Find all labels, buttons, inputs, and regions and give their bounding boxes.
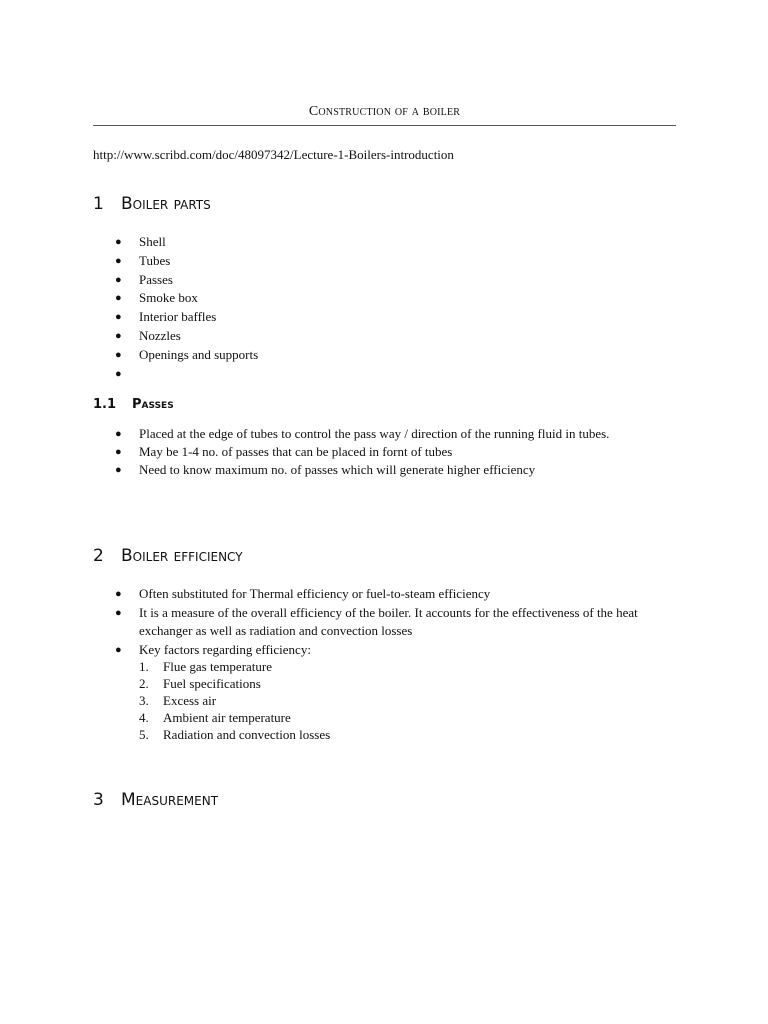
list-item: 5. Radiation and convection losses [139,727,331,742]
item-number: 4. [139,710,149,725]
efficiency-factors-list [139,658,663,743]
section-heading-measurement [93,790,218,810]
list-item: ● Often substituted for Thermal efficiency or fuel-to-steam efficiency [139,585,679,604]
list-item: ● Nozzles [139,327,679,346]
bullet-icon: ● [115,446,122,458]
bullet-icon: ● [115,311,122,324]
bullet-icon: ● [115,273,122,286]
bullet-icon: ● [115,367,122,380]
boiler-efficiency-list [115,585,679,659]
bullet-icon: ● [115,606,122,619]
list-item: 1. Flue gas temperature [139,659,273,674]
item-number: 5. [139,727,149,742]
list-item: 2. Fuel specifications [139,676,261,691]
list-item: ● Passes [139,271,679,290]
bullet-icon: ● [115,329,122,342]
list-item: ● Interior baffles [139,308,679,327]
list-item: ● Key factors regarding efficiency: [139,641,679,660]
list-item: ● Smoke box [139,289,679,308]
list-item: 3. Excess air [139,693,217,708]
document-title: Construction of a boiler [308,104,461,119]
passes-list [115,425,679,479]
section-heading-boiler-efficiency [93,546,243,566]
list-item: ● Need to know maximum no. of passes which will generate higher efficiency [115,462,536,477]
list-item: ● Tubes [139,252,679,271]
bullet-icon: ● [115,464,122,476]
subsection-title: Passes [132,397,174,412]
section-heading-boiler-parts [93,194,211,214]
bullet-icon: ● [115,588,122,600]
list-item: 4. Ambient air temperature [139,710,291,725]
boiler-parts-list [115,233,679,383]
section-number: 2 [93,546,104,566]
item-number: 1. [139,659,149,674]
bullet-icon: ● [115,292,122,305]
item-number: 3. [139,693,149,708]
subsection-heading-passes [93,397,174,412]
item-number: 2. [139,676,149,691]
title-divider [93,125,676,126]
bullet-icon: ● [115,643,122,656]
section-title: Boiler efficiency [121,546,243,566]
list-item [115,365,679,384]
source-link[interactable]: http://www.scribd.com/doc/48097342/Lecture-1-Boilers-introduction [93,147,454,162]
bullet-icon: ● [115,236,122,248]
bullet-icon: ● [115,254,122,267]
subsection-number: 1.1 [93,397,117,412]
list-item: ● Placed at the edge of tubes to control the pass way / direction of the running fluid in tubes. [115,426,610,441]
bullet-icon: ● [115,348,122,361]
section-number: 3 [93,790,104,810]
section-number: 1 [93,194,104,214]
section-title: Boiler parts [121,194,211,214]
list-item: ● Openings and supports [139,346,679,365]
list-item: ● Shell [139,233,679,252]
section-title: Measurement [121,790,219,810]
list-item: ● May be 1-4 no. of passes that can be placed in fornt of tubes [115,444,453,459]
list-item: ● It is a measure of the overall efficiency of the boiler. It accounts for the effectiveness of the heat exchanger as well as radiation and convection losses [115,604,638,638]
bullet-icon: ● [115,428,122,440]
